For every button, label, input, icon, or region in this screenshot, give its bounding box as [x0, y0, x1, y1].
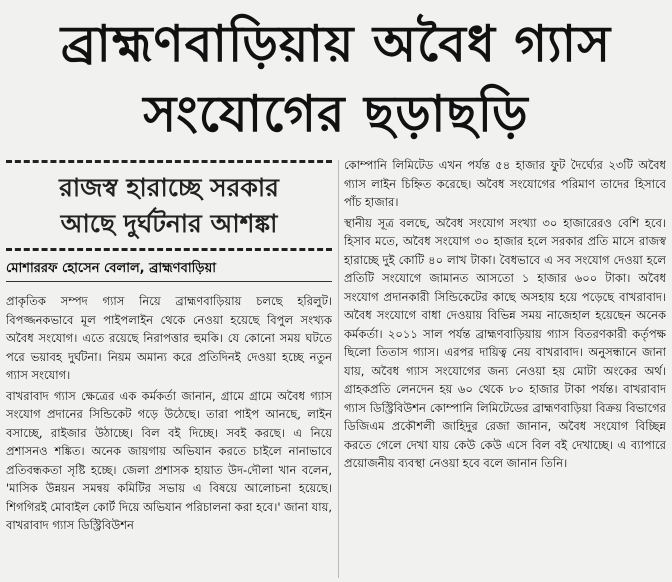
article-right-column — [344, 156, 666, 578]
headline — [0, 0, 672, 152]
paragraph: কোম্পানি লিমিটেড এখন পর্যন্ত ৫৪ হাজার ফুট দৈর্ঘ্যের ২৩টি অবৈধ গ্যাস লাইন চিহ্নিত করেছে। অবৈধ সংযোগের পরিমাণ তাদের হিসাবে পাঁচ হাজার। — [344, 158, 666, 209]
byline: মোশাররফ হোসেন বেলাল, ব্রাহ্মণবাড়িয়া — [6, 261, 217, 276]
kicker-top-dashed-rule — [6, 160, 332, 163]
column-divider — [338, 160, 339, 578]
paragraph: প্রাকৃতিক সম্পদ গ্যাস নিয়ে ব্রাহ্মণবাড়িয়ায় চলছে হরিলুট। বিপজ্জনকভাবে মূল পাইপলাইন থেকে নেওয়া হয়েছে বিপুল সংখ্যক অবৈধ সংযোগ। এতে রয়েছে নিরাপত্তার হুমকি। যে কোনো সময় ঘটতে পরে ভয়াবহ দুর্ঘটনা। নিয়ম অমান্য করে প্রতিদিনই দেওয়া হচ্ছে নতুন গ্যাস সংযোগ। — [6, 294, 332, 382]
headline-line-1: ব্রাহ্মণবাড়িয়ায় অবৈধ গ্যাস — [60, 15, 612, 73]
paragraph: স্থানীয় সূত্র বলছে, অবৈধ সংযোগ সংখ্যা ৩০ হাজারেরও বেশি হবে। হিসাব মতে, অবৈধ সংযোগ ৩০ হাজার হলে সরকার প্রতি মাসে রাজস্ব হারাচ্ছে দুই কোটি ৪০ লাখ টাকা। বৈধভাবে এ সব সংযোগ দেওয়া হলে প্রতিটি সংযোগে জামানত আসতো ১ হাজার ৬০০ টাকা। অবৈধ সংযোগ প্রদানকারী সিন্ডিকেটের কাছে অসহায় হয়ে পড়েছে বাখরাবাদ। অবৈধ সংযোগে বাধা দেওয়ায় বিভিন্ন সময় নাজেহাল হয়েছেন অনেক কর্মকর্তা। ২০১১ সাল পর্যন্ত ব্রাহ্মণবাড়িয়ায় গ্যাস বিতরণকারী কর্তৃপক্ষ ছিলো তিতাস গ্যাস। এরপর দায়িত্ব নেয় বাখরাবাদ। অনুসন্ধানে জানা যায়, অবৈধ গ্যাস সংযোগের জন্য নেওয়া হয় মোটা অংকের অর্থ। গ্রাহকপ্রতি লেনদেন হয় ৬০ থেকে ৮০ হাজার টাকা পর্যন্ত। বাখরাবাদ গ্যাস ডিস্ট্রিবিউশন কোম্পানি লিমিটেডের ব্রাহ্মণবাড়িয়া বিক্রয় বিভাগের ডিজিএম প্রকৌশলী জাহিদুর রেজা জানান, অবৈধ সংযোগ বিচ্ছিন্ন করতে গেলে দেখা যায় কেউ কেউ এসে বিল বই দেখাচ্ছে। এ ব্যাপারে প্রয়োজনীয় ব্যবস্থা নেওয়া হবে বলে জানান তিনি। — [344, 215, 666, 470]
kicker-line-1: রাজস্ব হারাচ্ছে সরকার — [59, 173, 279, 202]
kicker-line-2: আছে দুর্ঘটনার আশঙ্কা — [60, 209, 278, 238]
byline-rule — [6, 281, 332, 282]
headline-line-2: সংযোগের ছড়াছড়ি — [143, 85, 529, 143]
paragraph: বাখরাবাদ গ্যাস ক্ষেত্রের এক কর্মকর্তা জানান, গ্রামে গ্রামে অবৈধ গ্যাস সংযোগ প্রদানের সিন্ডিকেট গড়ে উঠেছে। তারা পাইপ আনছে, লাইন বসাচ্ছে, রাইজার উঠাচ্ছে। বিল বই দিচ্ছে। সবই করছে। এ নিয়ে প্রশাসনও শঙ্কিত। অনেক জায়গায় অভিযান করতে চাইলে নানাভাবে প্রতিবন্ধকতা সৃষ্টি হচ্ছে। জেলা প্রশাসক হায়াত উদ-দৌলা খান বলেন, 'মাসিক উন্নয়ন সমন্বয় কমিটির সভায় এ বিষয়ে আলোচনা হয়েছে। শিগগিরই মোবাইল কোর্ট দিয়ে অভিযান পরিচালনা করা হবে।' জানা যায়, বাখরাবাদ গ্যাস ডিস্ট্রিবিউশন — [6, 388, 332, 532]
kicker — [6, 166, 332, 244]
kicker-bottom-dashed-rule — [6, 248, 332, 251]
article-left-column — [6, 292, 332, 578]
